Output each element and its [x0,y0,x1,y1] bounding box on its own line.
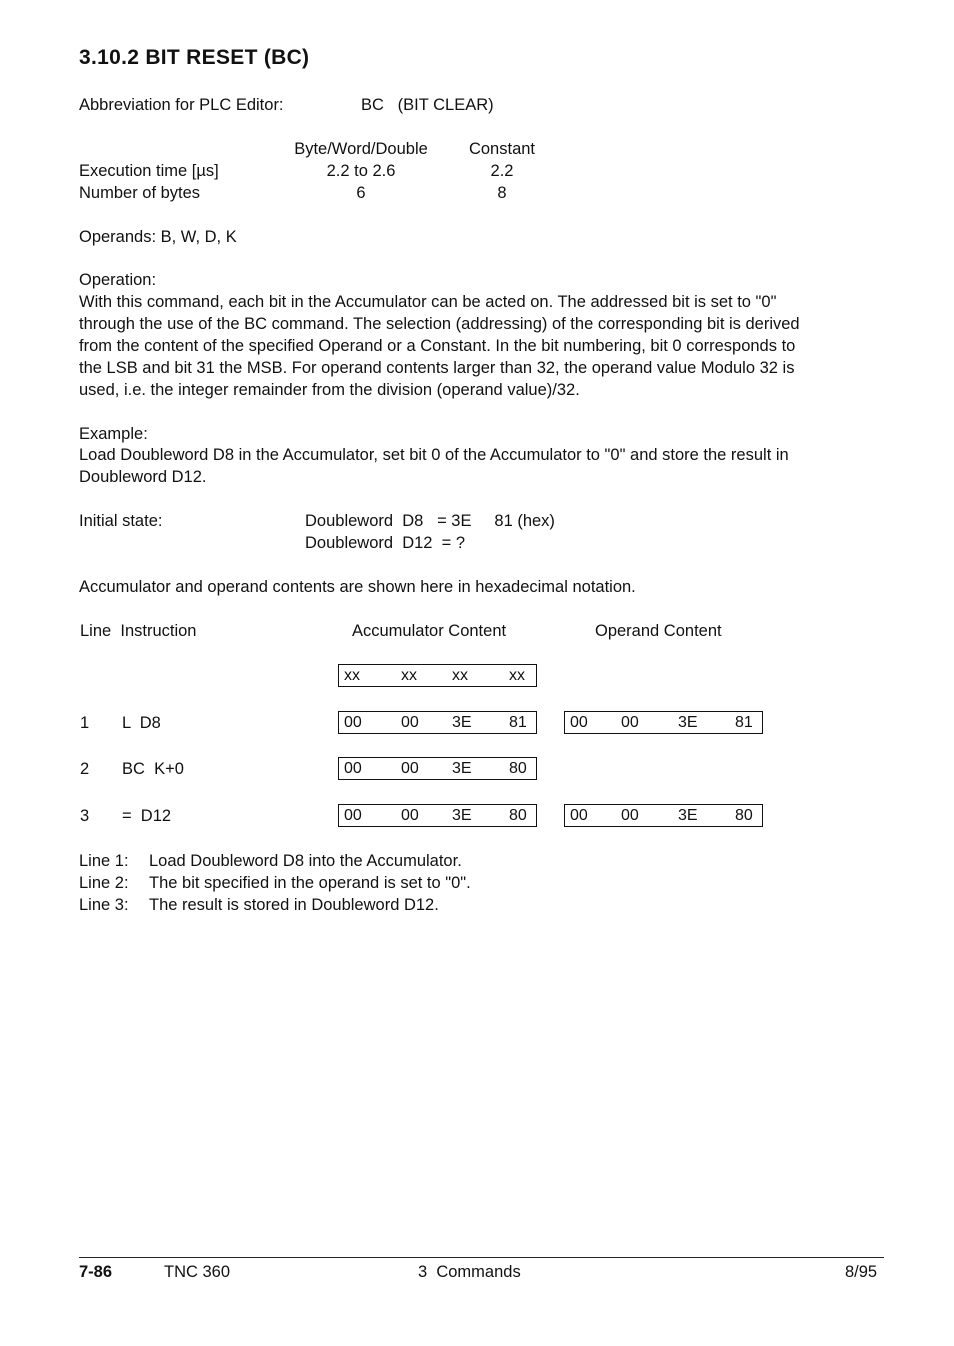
example-label: Example: [79,425,148,443]
byte-cell: xx [401,667,417,684]
footer-chapter: 3 Commands [418,1263,521,1281]
initial-state-label: Initial state: [79,512,163,530]
timing-col-header-constant: Constant [468,140,536,158]
header-accumulator-content: Accumulator Content [352,622,507,640]
page-title: 3.10.2 BIT RESET (BC) [79,46,310,69]
example-line: Doubleword D12. [79,468,207,486]
row-3-line-number: 3 [80,807,90,825]
row-1-operand-box [564,711,763,734]
operation-line: through the use of the BC command. The selection (addressing) of the corresponding bit is derived [79,315,800,333]
note-label: Line 2: [79,874,129,892]
byte-cell: xx [344,667,360,684]
byte-cell: 00 [344,714,362,731]
row-1-line-number: 1 [80,714,90,732]
byte-cell: 81 [735,714,753,731]
byte-cell: xx [509,667,525,684]
byte-cell: 3E [678,807,698,824]
hex-notation-note: Accumulator and operand contents are shown here in hexadecimal notation. [79,578,636,596]
number-of-bytes-label: Number of bytes [79,184,201,202]
execution-time-bwd: 2.2 to 2.6 [326,162,396,180]
byte-cell: 00 [401,760,419,777]
execution-time-label: Execution time [µs] [79,162,219,180]
byte-cell: 81 [509,714,527,731]
byte-cell: 3E [678,714,698,731]
row-2-instruction: BC K+0 [122,760,184,778]
initial-accumulator-box [338,664,537,687]
operation-line: used, i.e. the integer remainder from the division (operand value)/32. [79,381,580,399]
note-text: The result is stored in Doubleword D12. [149,896,439,914]
byte-cell: 3E [452,714,472,731]
header-line-instruction: Line Instruction [80,622,197,640]
header-operand-content: Operand Content [595,622,722,640]
footer-date: 8/95 [845,1263,878,1281]
operation-line: the LSB and bit 31 the MSB. For operand contents larger than 32, the operand value Modulo 32 is [79,359,795,377]
number-of-bytes-constant: 8 [497,184,507,202]
operation-line: With this command, each bit in the Accumulator can be acted on. The addressed bit is set to "0" [79,293,777,311]
row-3-instruction: = D12 [122,807,172,825]
operation-label: Operation: [79,271,157,289]
row-2-accumulator-box [338,757,537,780]
byte-cell: 80 [509,760,527,777]
byte-cell: 00 [401,807,419,824]
byte-cell: 00 [344,807,362,824]
byte-cell: 80 [735,807,753,824]
byte-cell: 00 [570,714,588,731]
note-label: Line 1: [79,852,129,870]
example-line: Load Doubleword D8 in the Accumulator, set bit 0 of the Accumulator to "0" and store the result in [79,446,789,464]
operation-line: from the content of the specified Operand or a Constant. In the bit numbering, bit 0 corresponds to [79,337,796,355]
byte-cell: 80 [509,807,527,824]
row-1-instruction: L D8 [122,714,161,732]
execution-time-constant: 2.2 [490,162,514,180]
timing-col-header-bwd: Byte/Word/Double [294,140,428,158]
row-1-accumulator-box [338,711,537,734]
byte-cell: 3E [452,760,472,777]
footer-page-number: 7-86 [79,1263,113,1281]
note-text: The bit specified in the operand is set to "0". [149,874,471,892]
byte-cell: 00 [401,714,419,731]
number-of-bytes-bwd: 6 [356,184,366,202]
abbreviation-value: BC (BIT CLEAR) [361,96,494,114]
note-text: Load Doubleword D8 into the Accumulator. [149,852,462,870]
byte-cell: xx [452,667,468,684]
footer-divider [79,1257,884,1258]
footer-product: TNC 360 [164,1263,231,1281]
operation-paragraph [79,291,879,401]
initial-state-d12: Doubleword D12 = ? [305,534,466,552]
row-3-operand-box [564,804,763,827]
byte-cell: 00 [570,807,588,824]
note-label: Line 3: [79,896,129,914]
row-3-accumulator-box [338,804,537,827]
byte-cell: 00 [621,714,639,731]
operands-text: Operands: B, W, D, K [79,228,237,246]
row-2-line-number: 2 [80,760,90,778]
byte-cell: 00 [621,807,639,824]
example-paragraph [79,444,879,488]
abbreviation-label: Abbreviation for PLC Editor: [79,96,284,114]
initial-state-d8: Doubleword D8 = 3E 81 (hex) [305,512,555,530]
byte-cell: 00 [344,760,362,777]
byte-cell: 3E [452,807,472,824]
